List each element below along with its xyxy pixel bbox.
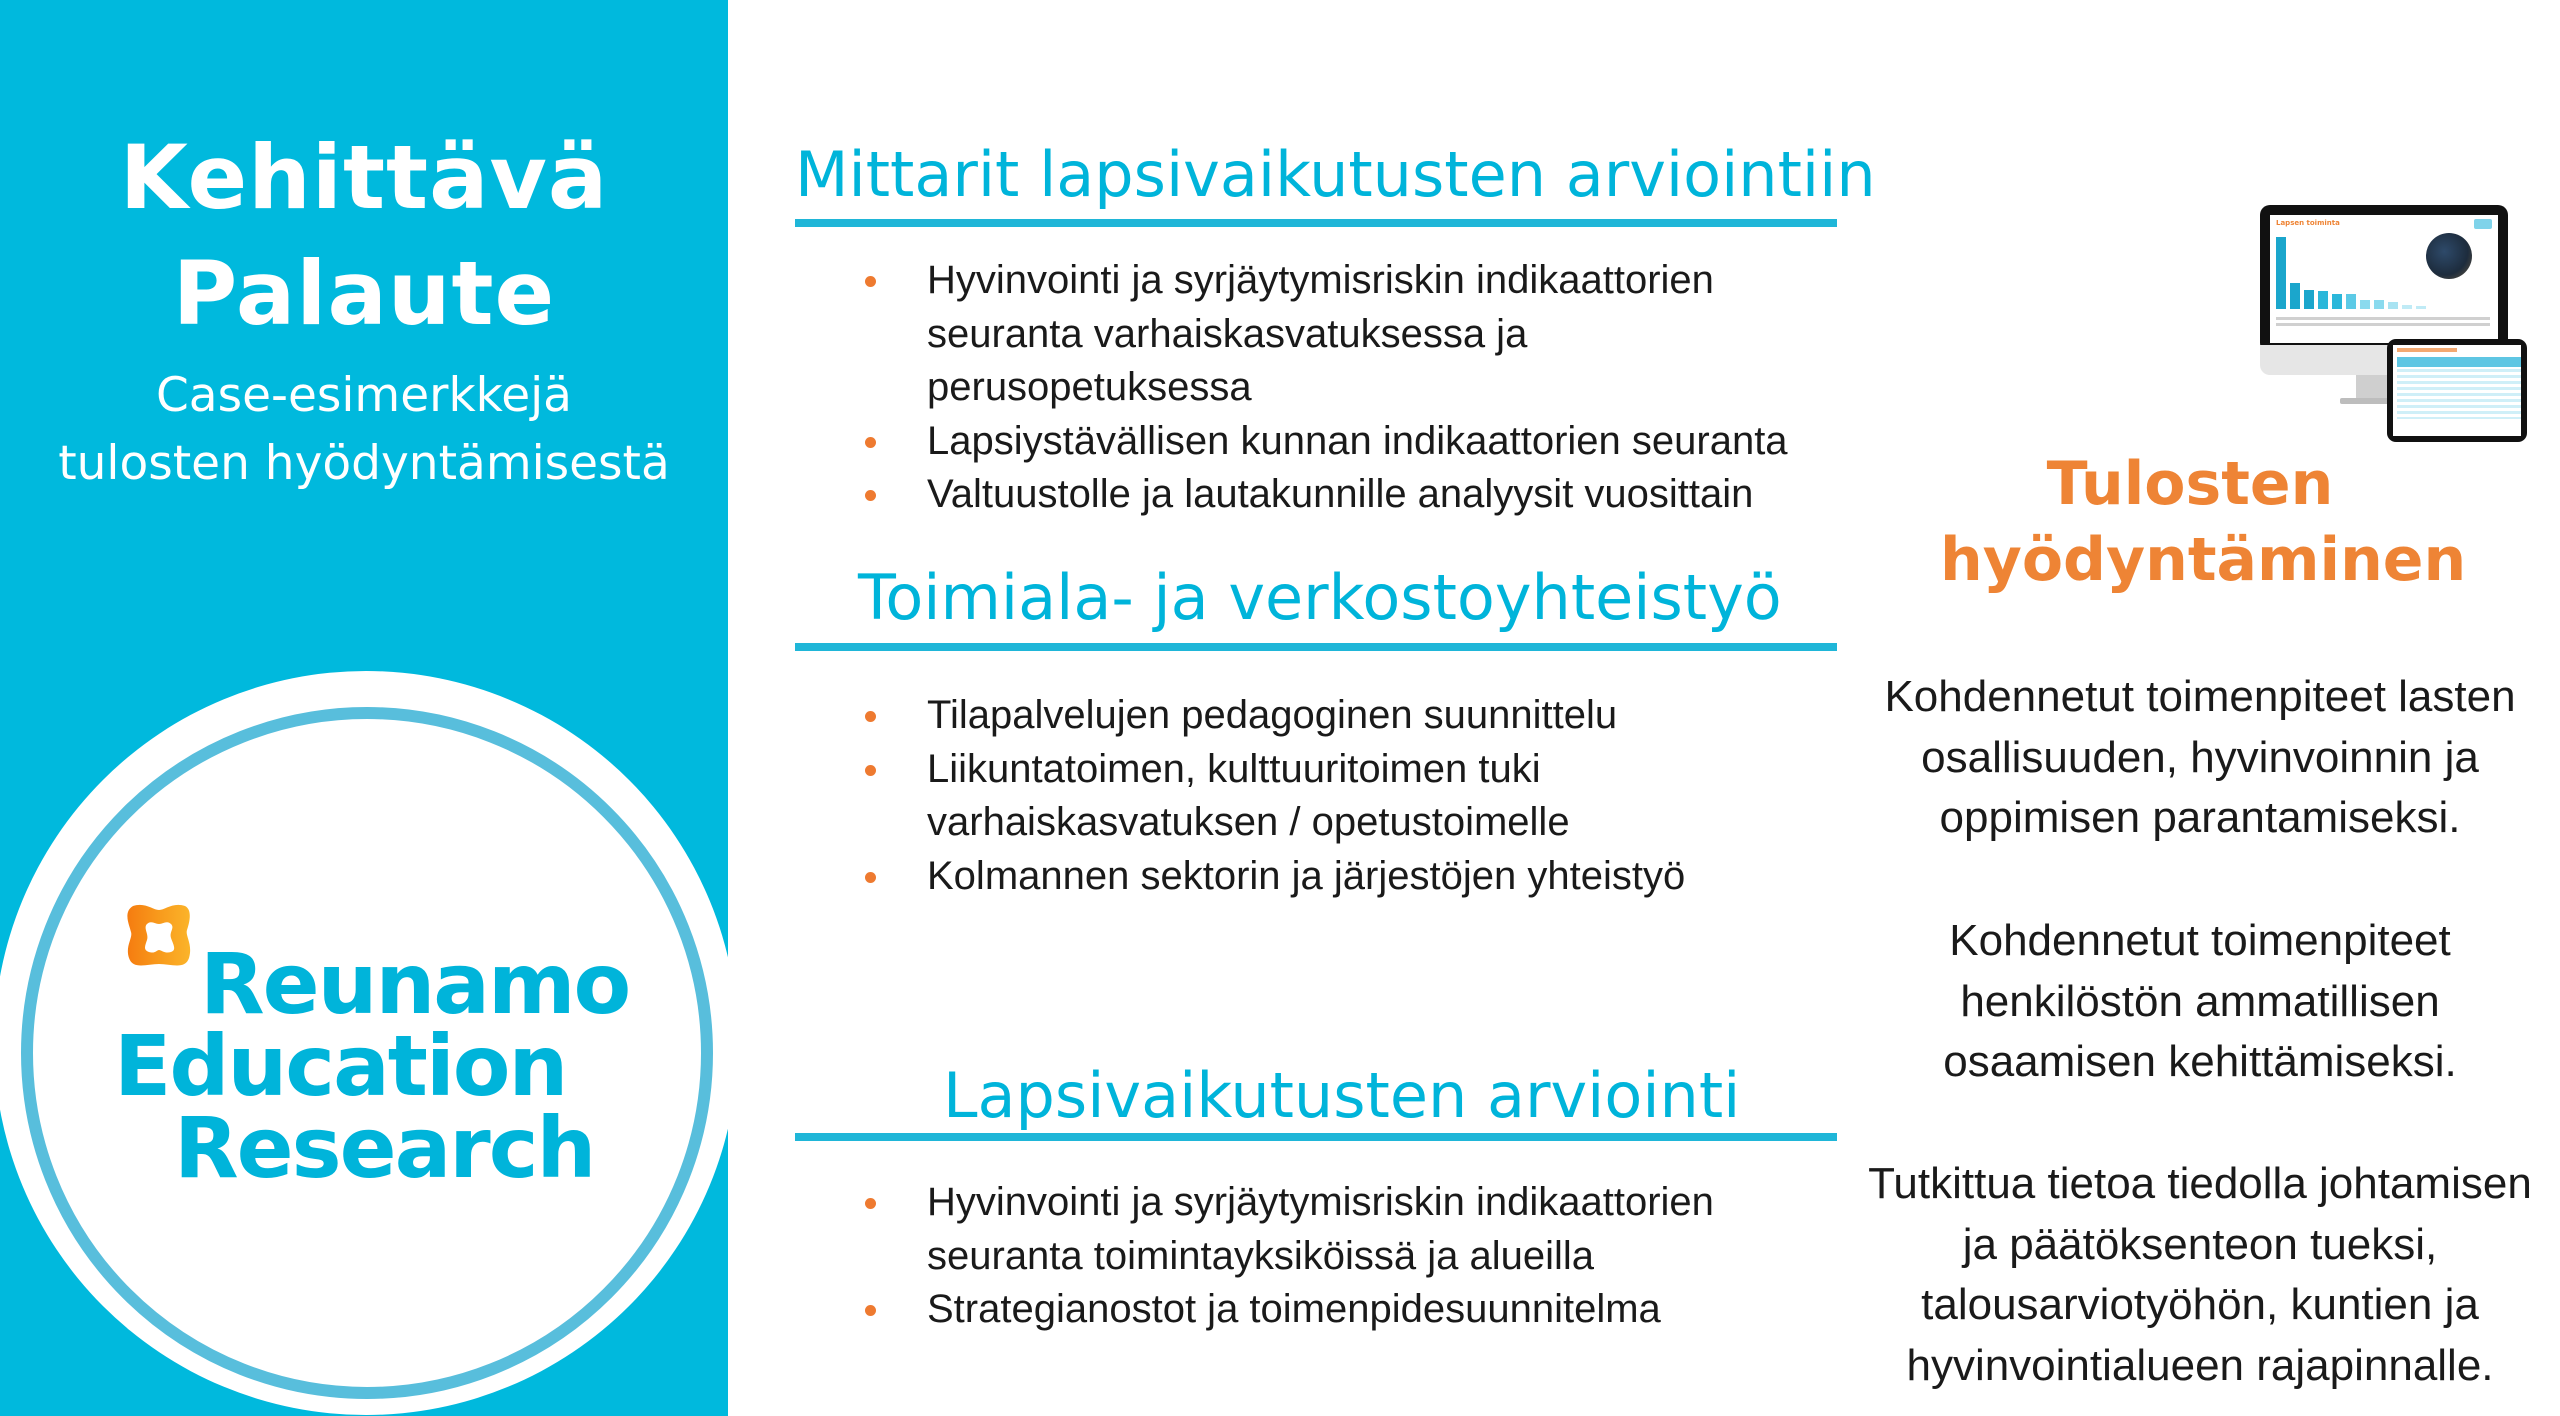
mini-bar (2332, 294, 2342, 309)
panel-title-line2: Palaute (172, 242, 556, 345)
tablet-table-title (2397, 348, 2457, 352)
list-item: Kolmannen sektorin ja järjestöjen yhteistyö (862, 850, 1827, 904)
mini-bar (2388, 302, 2398, 309)
bullet-dot-icon (865, 437, 876, 448)
monitor-screen (2270, 215, 2498, 343)
results-paragraph-2: Kohdennetut toimenpiteet henkilöstön ammatillisen osaamisen kehittämiseksi. (1943, 916, 2457, 1086)
bullet-dot-icon (865, 1305, 876, 1316)
section-underline (795, 1133, 1837, 1141)
list-item: Lapsiystävällisen kunnan indikaattorien seuranta (862, 415, 1827, 469)
results-paragraph-1: Kohdennetut toimenpiteet lasten osallisuuden, hyvinvoinnin ja oppimisen parantamiseksi. (1884, 672, 2516, 842)
mini-bar (2402, 305, 2412, 309)
results-title-line1: Tulosten (2046, 449, 2334, 519)
logo-text-education: Education (114, 1017, 567, 1115)
mini-bar (2276, 237, 2286, 309)
panel-subtitle-line1: Case-esimerkkejä (155, 368, 572, 423)
results-title-line2: hyödyntäminen (1940, 525, 2467, 595)
bullet-list-mittarit (862, 254, 1827, 522)
bullet-dot-icon (865, 872, 876, 883)
mini-bar-chart (2276, 231, 2426, 309)
bullet-list-toimiala (862, 689, 1827, 903)
section-heading-mittarit: Mittarit lapsivaikutusten arviointiin (795, 138, 1876, 211)
left-panel (0, 0, 728, 1416)
mini-bar (2360, 300, 2370, 309)
list-item: Tilapalvelujen pedagoginen suunnittelu (862, 689, 1827, 743)
bullet-dot-icon (865, 711, 876, 722)
mini-bar (2416, 306, 2426, 309)
mini-logo-icon (2474, 219, 2492, 229)
mini-bar (2318, 291, 2328, 309)
bullet-dot-icon (865, 276, 876, 287)
tablet-table-rows (2397, 369, 2521, 419)
list-item: Valtuustolle ja lautakunnille analyysit vuosittain (862, 468, 1827, 522)
tablet-table-header (2397, 357, 2521, 367)
list-item: Strategianostot ja toimenpidesuunnitelma (862, 1283, 1827, 1337)
logo-text-research: Research (174, 1099, 595, 1197)
panel-title-line1: Kehittävä (119, 126, 609, 229)
mini-bar (2304, 290, 2314, 309)
section-underline (795, 219, 1837, 227)
section-heading-lapsivaikutusten: Lapsivaikutusten arviointi (943, 1059, 1741, 1132)
mini-caption-lines (2276, 317, 2490, 320)
tablet-screen (2393, 345, 2521, 436)
results-paragraph-3: Tutkittua tietoa tiedolla johtamisen ja päätöksenteon tueksi, talousarviotyöhön, kuntien ja hyvinvointialueen rajapinnalle. (1868, 1159, 2532, 1390)
bullet-dot-icon (865, 765, 876, 776)
section-heading-toimiala: Toimiala- ja verkostoyhteistyö (858, 561, 1782, 634)
section-underline (795, 643, 1837, 651)
list-item: Liikuntatoimen, kulttuuritoimen tuki varhaiskasvatuksen / opetustoimelle (862, 743, 1827, 850)
logo-text-reunamo: Reunamo (200, 935, 630, 1033)
mini-bar (2346, 294, 2356, 309)
bullet-dot-icon (865, 490, 876, 501)
children-photo (2426, 233, 2472, 279)
reunamo-flower-icon (123, 902, 195, 972)
bullet-list-lapsivaikutusten (862, 1176, 1827, 1337)
mini-bar (2374, 300, 2384, 309)
tablet-mockup (2387, 339, 2527, 442)
mini-chart-title: Lapsen toiminta (2276, 219, 2340, 227)
monitor-mockup (2260, 205, 2508, 353)
panel-subtitle-line2: tulosten hyödyntämisestä (58, 436, 670, 491)
mini-bar (2290, 283, 2300, 309)
list-item: Hyvinvointi ja syrjäytymisriskin indikaattorien seuranta varhaiskasvatuksessa ja perusopetuksessa (862, 254, 1827, 415)
bullet-dot-icon (865, 1198, 876, 1209)
list-item: Hyvinvointi ja syrjäytymisriskin indikaattorien seuranta toimintayksiköissä ja alueilla (862, 1176, 1827, 1283)
